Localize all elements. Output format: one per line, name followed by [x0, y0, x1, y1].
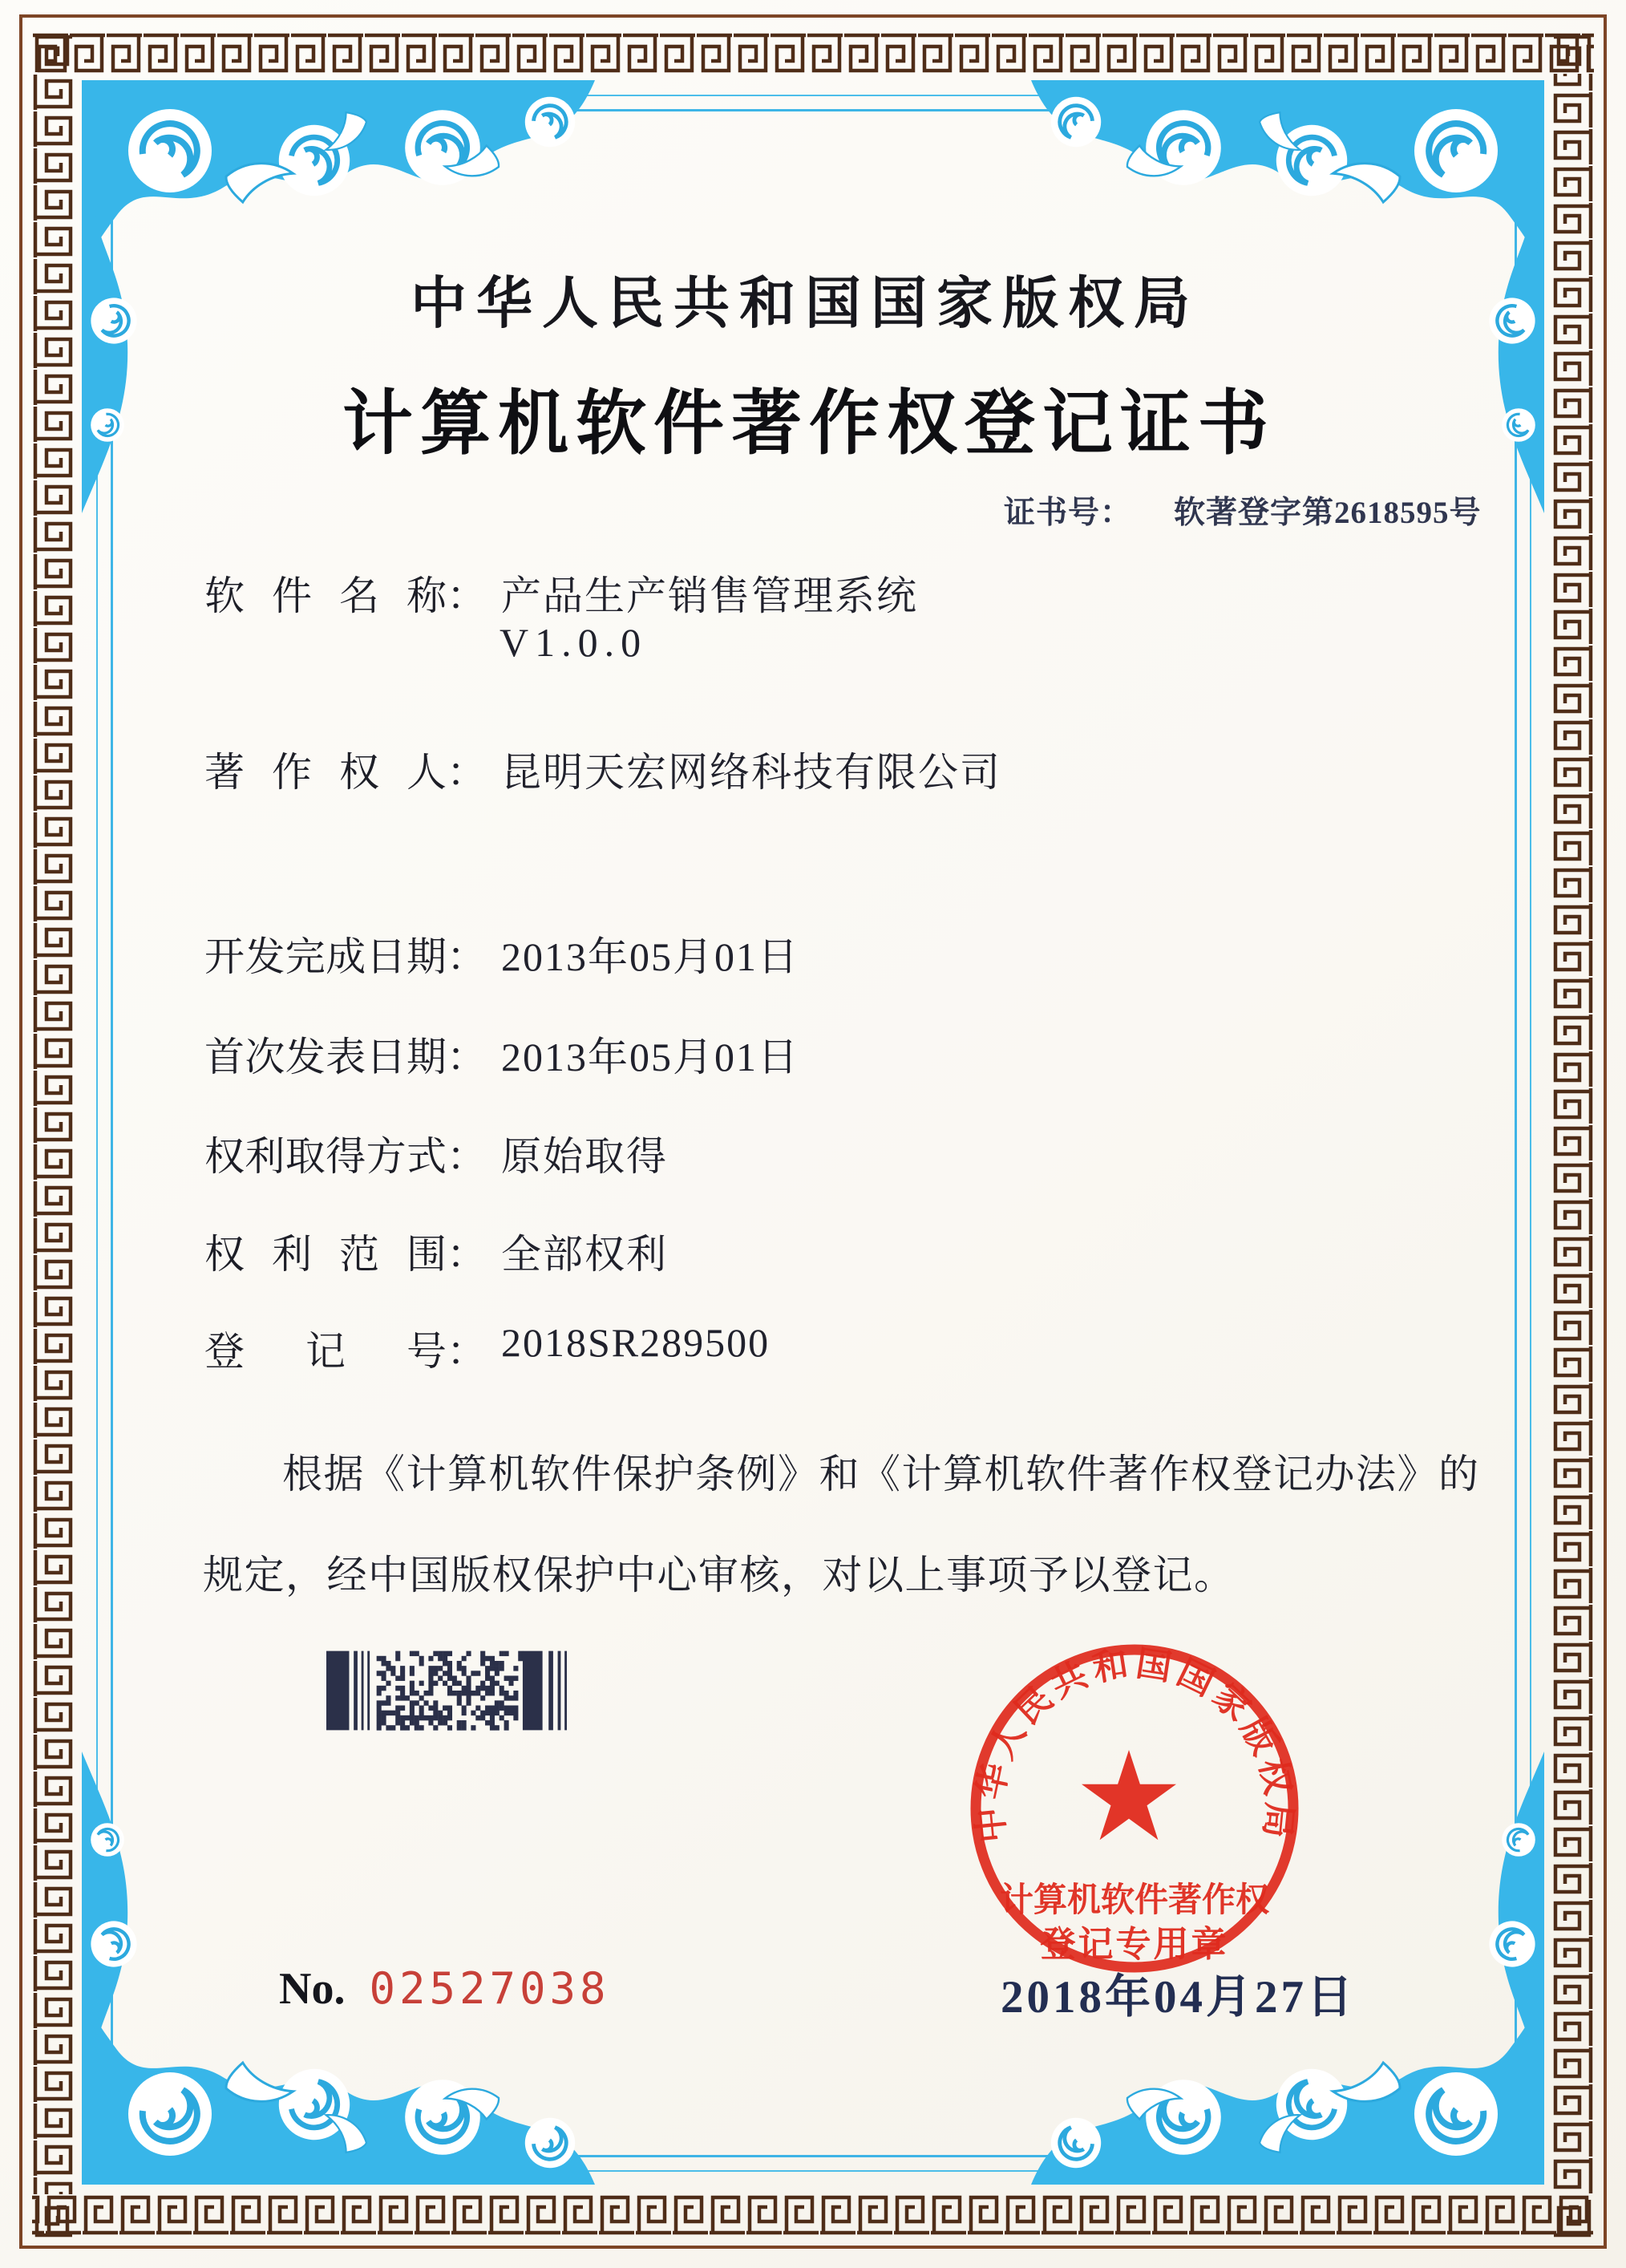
field-value: 2013年05月01日: [501, 934, 799, 979]
field-label: 著作权人: [204, 750, 447, 795]
field-colon: ：: [447, 1134, 487, 1179]
field-value: 2018SR289500: [501, 1320, 771, 1365]
greek-key-corner-top-right: [1552, 32, 1594, 78]
field-value: 昆明天宏网络科技有限公司: [501, 750, 1001, 795]
certificate-title: 计算机软件著作权登记证书: [342, 386, 1276, 464]
certificate-number-value: 软著登字第2618595号: [1174, 496, 1482, 530]
serial-number: 02527038: [369, 1963, 610, 2014]
statement-line-2: 规定，经中国版权保护中心审核，对以上事项予以登记。: [203, 1553, 1236, 1598]
field-colon: ：: [447, 750, 487, 795]
field-label: 登记号: [204, 1329, 447, 1374]
certificate-number-line: [1004, 488, 1482, 533]
field-colon: ：: [447, 1035, 487, 1079]
field-label: 开发完成日期: [204, 934, 447, 979]
field-label: 权利取得方式: [204, 1134, 447, 1179]
field-right-scope: [204, 1222, 668, 1280]
software-version: V1.0.0: [500, 620, 648, 665]
field-label: 软件名称: [204, 573, 447, 618]
greek-key-corner-bottom-left: [32, 2194, 74, 2240]
field-dev-complete-date: [204, 925, 799, 982]
field-value: 产品生产销售管理系统: [501, 573, 918, 618]
seal-star-icon: [1082, 1750, 1176, 1840]
field-software-name: [204, 564, 918, 622]
seal-date: 2018年04月27日: [1001, 1972, 1356, 2023]
seal-ring-text: 中华人民共和国国家版权局: [969, 1643, 1300, 1845]
field-right-acquisition: [204, 1124, 668, 1182]
seal-caption-line2: 登记专用章: [1040, 1925, 1229, 1964]
field-value: 全部权利: [501, 1232, 668, 1277]
serial-number-line: [279, 1963, 610, 2015]
certificate-number-label: 证书号：: [1004, 496, 1133, 530]
registration-seal: [958, 1632, 1311, 1985]
barcode-graphic: [326, 1649, 567, 1732]
field-colon: ：: [447, 573, 487, 618]
field-colon: ：: [447, 1232, 487, 1277]
greek-key-corner-top-left: [32, 32, 74, 78]
greek-key-border-bottom: [32, 2194, 1594, 2236]
barcode: [326, 1649, 567, 1732]
field-registration-no: [204, 1319, 770, 1377]
field-value: 原始取得: [501, 1134, 668, 1179]
field-colon: ：: [447, 1329, 487, 1374]
statement-line-1: 根据《计算机软件保护条例》和《计算机软件著作权登记办法》的: [282, 1452, 1480, 1496]
field-colon: ：: [447, 934, 487, 979]
seal-caption-line1: 计算机软件著作权: [999, 1882, 1270, 1919]
field-value: 2013年05月01日: [501, 1035, 799, 1079]
field-first-publish-date: [204, 1025, 799, 1083]
greek-key-corner-bottom-right: [1552, 2194, 1594, 2240]
authority-title: 中华人民共和国国家版权局: [411, 273, 1199, 335]
greek-key-border-top: [32, 32, 1594, 74]
field-label: 权利范围: [204, 1232, 447, 1277]
field-copyright-holder: [204, 740, 1001, 798]
field-label: 首次发表日期: [204, 1035, 447, 1079]
serial-label: No.: [279, 1964, 346, 2014]
